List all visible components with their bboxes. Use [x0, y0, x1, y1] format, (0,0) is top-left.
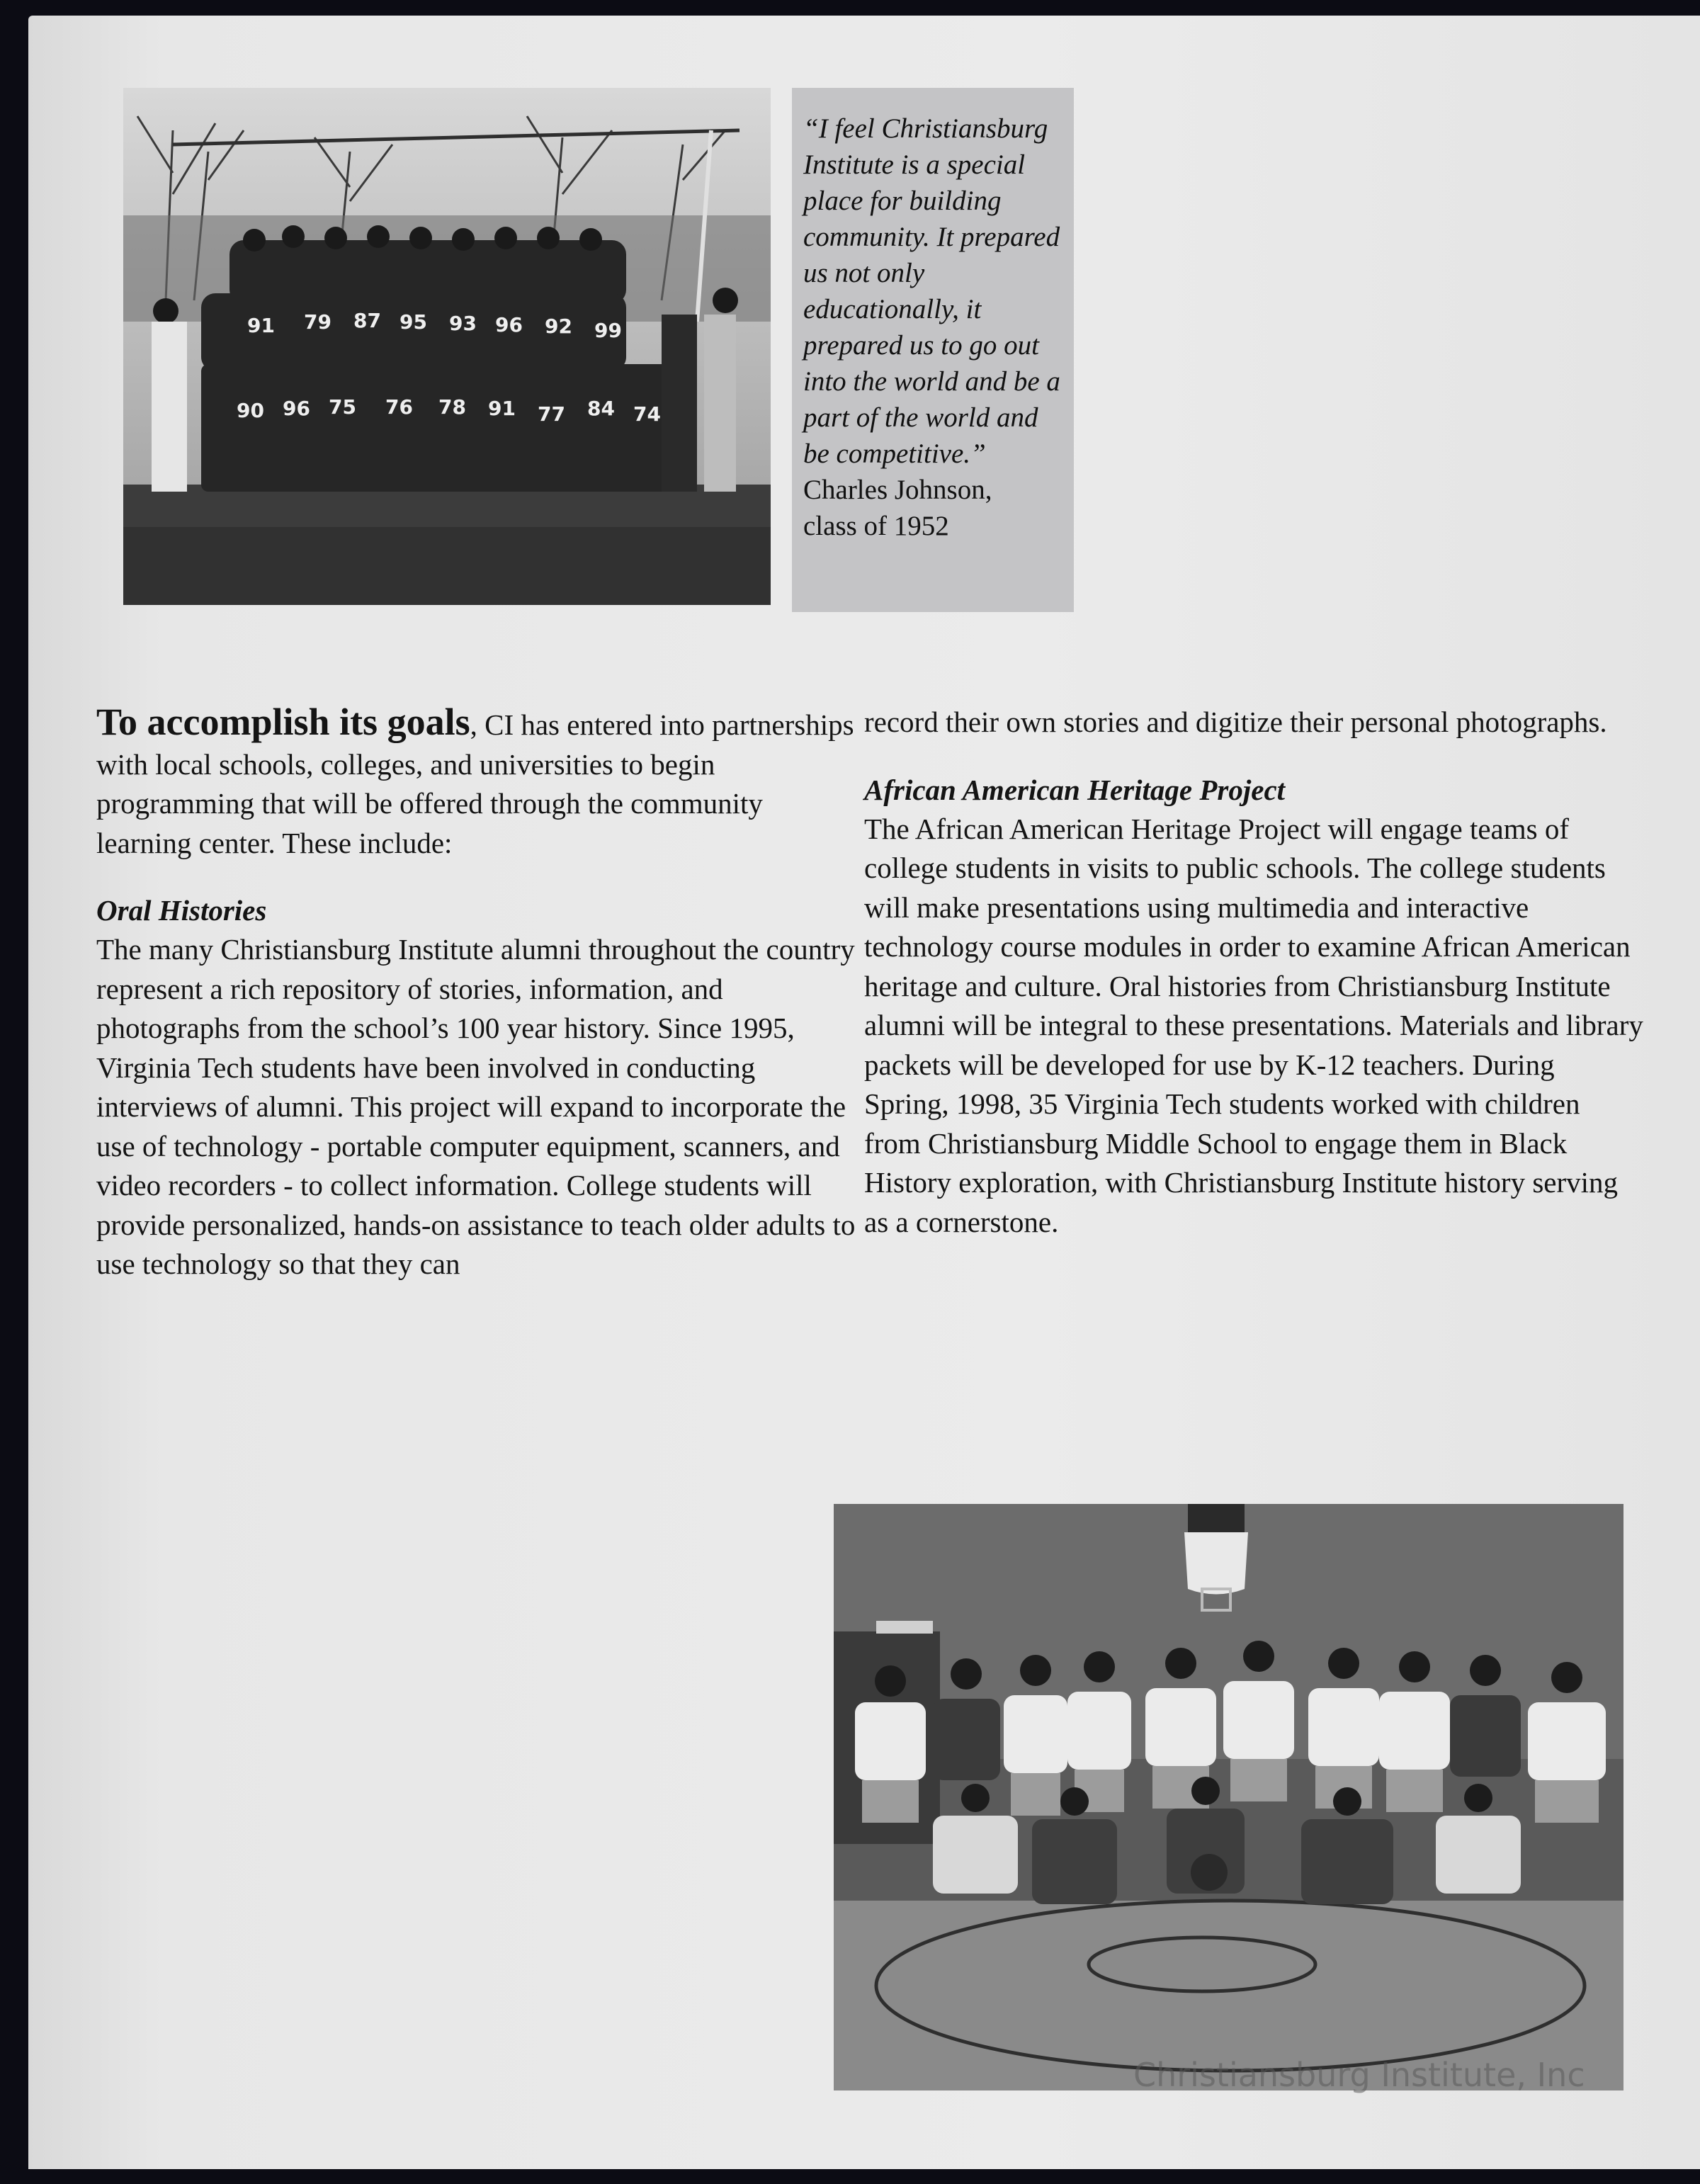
- jersey-number: 76: [385, 395, 413, 419]
- oral-histories-body: The many Christiansburg Institute alumni throughout the country represent a rich repository of stories, information, and photographs from the school’s 100 year history. Since 1995, Virginia Tech students have been involved in conducting interviews of alumni. This project will expand to incorporate the use of technology - portable computer equipment, scanners, and video recorders - to collect information. College students will provide personalized, hands-on assistance to teach older adults to use technology so that they can: [96, 933, 856, 1280]
- jersey-number: 91: [247, 314, 275, 337]
- jersey-number: 84: [587, 397, 615, 420]
- quote-attribution-name: Charles Johnson,: [803, 475, 992, 505]
- jersey-number: 74: [633, 402, 661, 426]
- jersey-number: 93: [449, 312, 477, 335]
- left-column: [96, 703, 861, 1284]
- heritage-project-body: The African American Heritage Project will engage teams of college students in visits to public schools. The college students will make presentations using multimedia and interactive technology course modules in order to examine African American heritage and culture. Oral histories from Christiansburg Institute alumni will be integral to these presentations. Materials and library packets will be developed for use by K-12 teachers. During Spring, 1998, 35 Virginia Tech students worked with children from Christiansburg Middle School to engage them in Black History exploration, with Christiansburg Institute history serving as a cornerstone.: [864, 812, 1643, 1238]
- intro-lead-heading: To accomplish its goals: [96, 701, 470, 743]
- jersey-number: 99: [594, 319, 622, 342]
- watermark: Christiansburg Institute, Inc: [1133, 2056, 1585, 2094]
- jersey-number: 77: [538, 402, 565, 426]
- right-column: [864, 703, 1643, 1242]
- basketball-team-photo: [834, 1504, 1624, 2090]
- jersey-number: 75: [329, 395, 356, 419]
- document-page: [28, 16, 1700, 2169]
- oral-histories-heading: Oral Histories: [96, 894, 267, 927]
- heritage-project-heading: African American Heritage Project: [864, 773, 1286, 806]
- jersey-number: 96: [495, 313, 523, 336]
- jersey-number: 91: [488, 397, 516, 420]
- intro-paragraph: [96, 703, 861, 863]
- jersey-number: 96: [283, 397, 310, 420]
- oral-histories-continued: record their own stories and digitize their personal photographs.: [864, 706, 1607, 738]
- quote-attribution-class: class of 1952: [803, 511, 949, 541]
- jersey-number: 78: [438, 395, 466, 419]
- intro-text: , CI has entered into partnerships with local schools, colleges, and universities to begin programming that will be offered through the community learning center. These include:: [96, 708, 854, 859]
- jersey-number: 79: [304, 310, 332, 334]
- jersey-number: 90: [237, 399, 264, 422]
- jersey-number: 95: [400, 310, 427, 334]
- quote-box: [792, 88, 1074, 612]
- football-team-photo: [123, 88, 771, 605]
- quote-text: “I feel Christiansburg Institute is a special place for building community. It prepared us not only educationally, it prepared us to go out into the world and be a part of the world and be competitive.”: [803, 113, 1060, 469]
- jersey-number: 92: [545, 315, 572, 338]
- jersey-number: 87: [353, 309, 381, 332]
